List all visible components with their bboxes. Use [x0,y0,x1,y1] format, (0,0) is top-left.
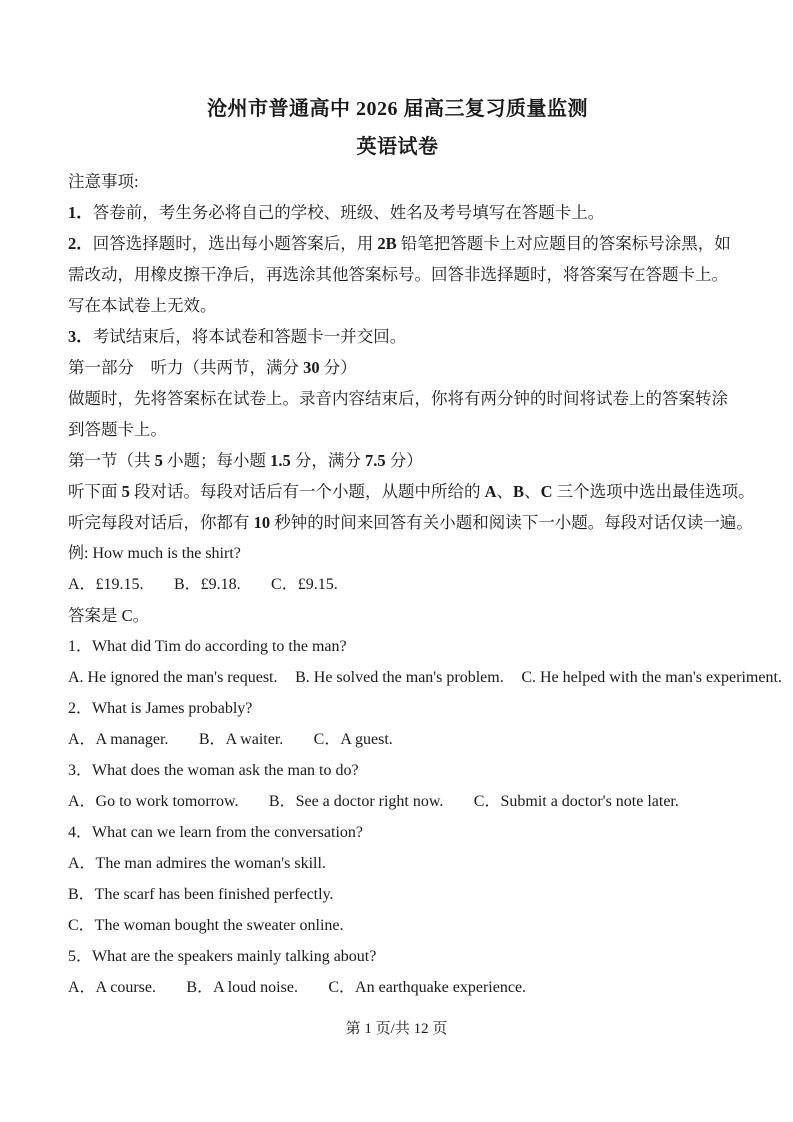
section1-desc-line-2: 听完每段对话后，你都有 10 秒钟的时间来回答有关小题和阅读下一小题。每段对话仅读一遍。 [68,513,753,532]
option-item: B．A loud noise. [186,979,298,996]
question-4-option-b: B．The scarf has been finished perfectly. [68,886,334,903]
question-3-text: 3．What does the woman ask the man to do? [68,762,359,779]
page-footer: 第 1 页/共 12 页 [345,1021,448,1037]
question-4-text: 4．What can we learn from the conversation? [68,824,363,841]
section1-heading: 第一节（共 5 小题；每小题 1.5 分，满分 7.5 分） [68,451,423,470]
notice-heading: 注意事项: [68,172,139,191]
example-prompt: 例: How much is the shirt? [68,545,241,562]
question-4-option-c: C．The woman bought the sweater online. [68,917,344,934]
example-answer: 答案是 C。 [68,606,150,625]
question-1-text: 1．What did Tim do according to the man? [68,638,347,655]
page-content [68,95,782,1003]
notice-item-2-line-2: 需改动，用橡皮擦干净后，再选涂其他答案标号。回答非选择题时，将答案写在答题卡上。 [68,265,728,284]
question-2-options [68,724,727,755]
notice-item-1: 1．答卷前，考生务必将自己的学校、班级、姓名及考号填写在答题卡上。 [68,203,605,222]
page-subtitle: 英语试卷 [356,136,439,158]
option-item: C. He helped with the man's experiment. [521,669,782,686]
option-item: C．A guest. [313,731,393,748]
example-options [68,569,727,600]
notice-item-2-line-3: 写在本试卷上无效。 [68,296,217,315]
option-item: A. He ignored the man's request. [68,669,278,686]
option-item: B．A waiter. [198,731,284,748]
question-1-options [68,662,782,693]
page-body [68,166,782,1003]
option-item: A．A course. [68,979,156,996]
option-item: C．Submit a doctor's note later. [473,793,679,810]
option-item: C．An earthquake experience. [328,979,527,996]
section1-desc-line-1: 听下面 5 段对话。每段对话后有一个小题，从题中所给的 A、B、C 三个选项中选出最佳选项。 [68,482,755,501]
question-5-text: 5．What are the speakers mainly talking about? [68,948,377,965]
question-3-options [68,786,727,817]
option-item: B．See a doctor right now. [268,793,444,810]
option-item: A．Go to work tomorrow. [68,793,239,810]
page-title: 沧州市普通高中 2026 届高三复习质量监测 [207,98,588,120]
option-item: B．£9.18. [173,576,241,593]
notice-item-2-line-1: 2．回答选择题时，选出每小题答案后，用 2B 铅笔把答题卡上对应题目的答案标号涂黑，如 [68,234,731,253]
part1-heading: 第一部分 听力（共两节，满分 30 分） [68,358,357,377]
notice-item-3: 3．考试结束后，将本试卷和答题卡一并交回。 [68,327,407,346]
question-5-options [68,972,727,1003]
option-item: A．£19.15. [68,576,144,593]
option-item: A．A manager. [68,731,169,748]
question-2-text: 2．What is James probably? [68,700,253,717]
part1-desc-line-2: 到答题卡上。 [68,420,167,439]
option-item: C．£9.15. [271,576,338,593]
part1-desc-line-1: 做题时，先将答案标在试卷上。录音内容结束后，你将有两分钟的时间将试卷上的答案转涂 [68,389,728,408]
question-4-option-a: A．The man admires the woman's skill. [68,855,326,872]
option-item: B. He solved the man's problem. [295,669,504,686]
